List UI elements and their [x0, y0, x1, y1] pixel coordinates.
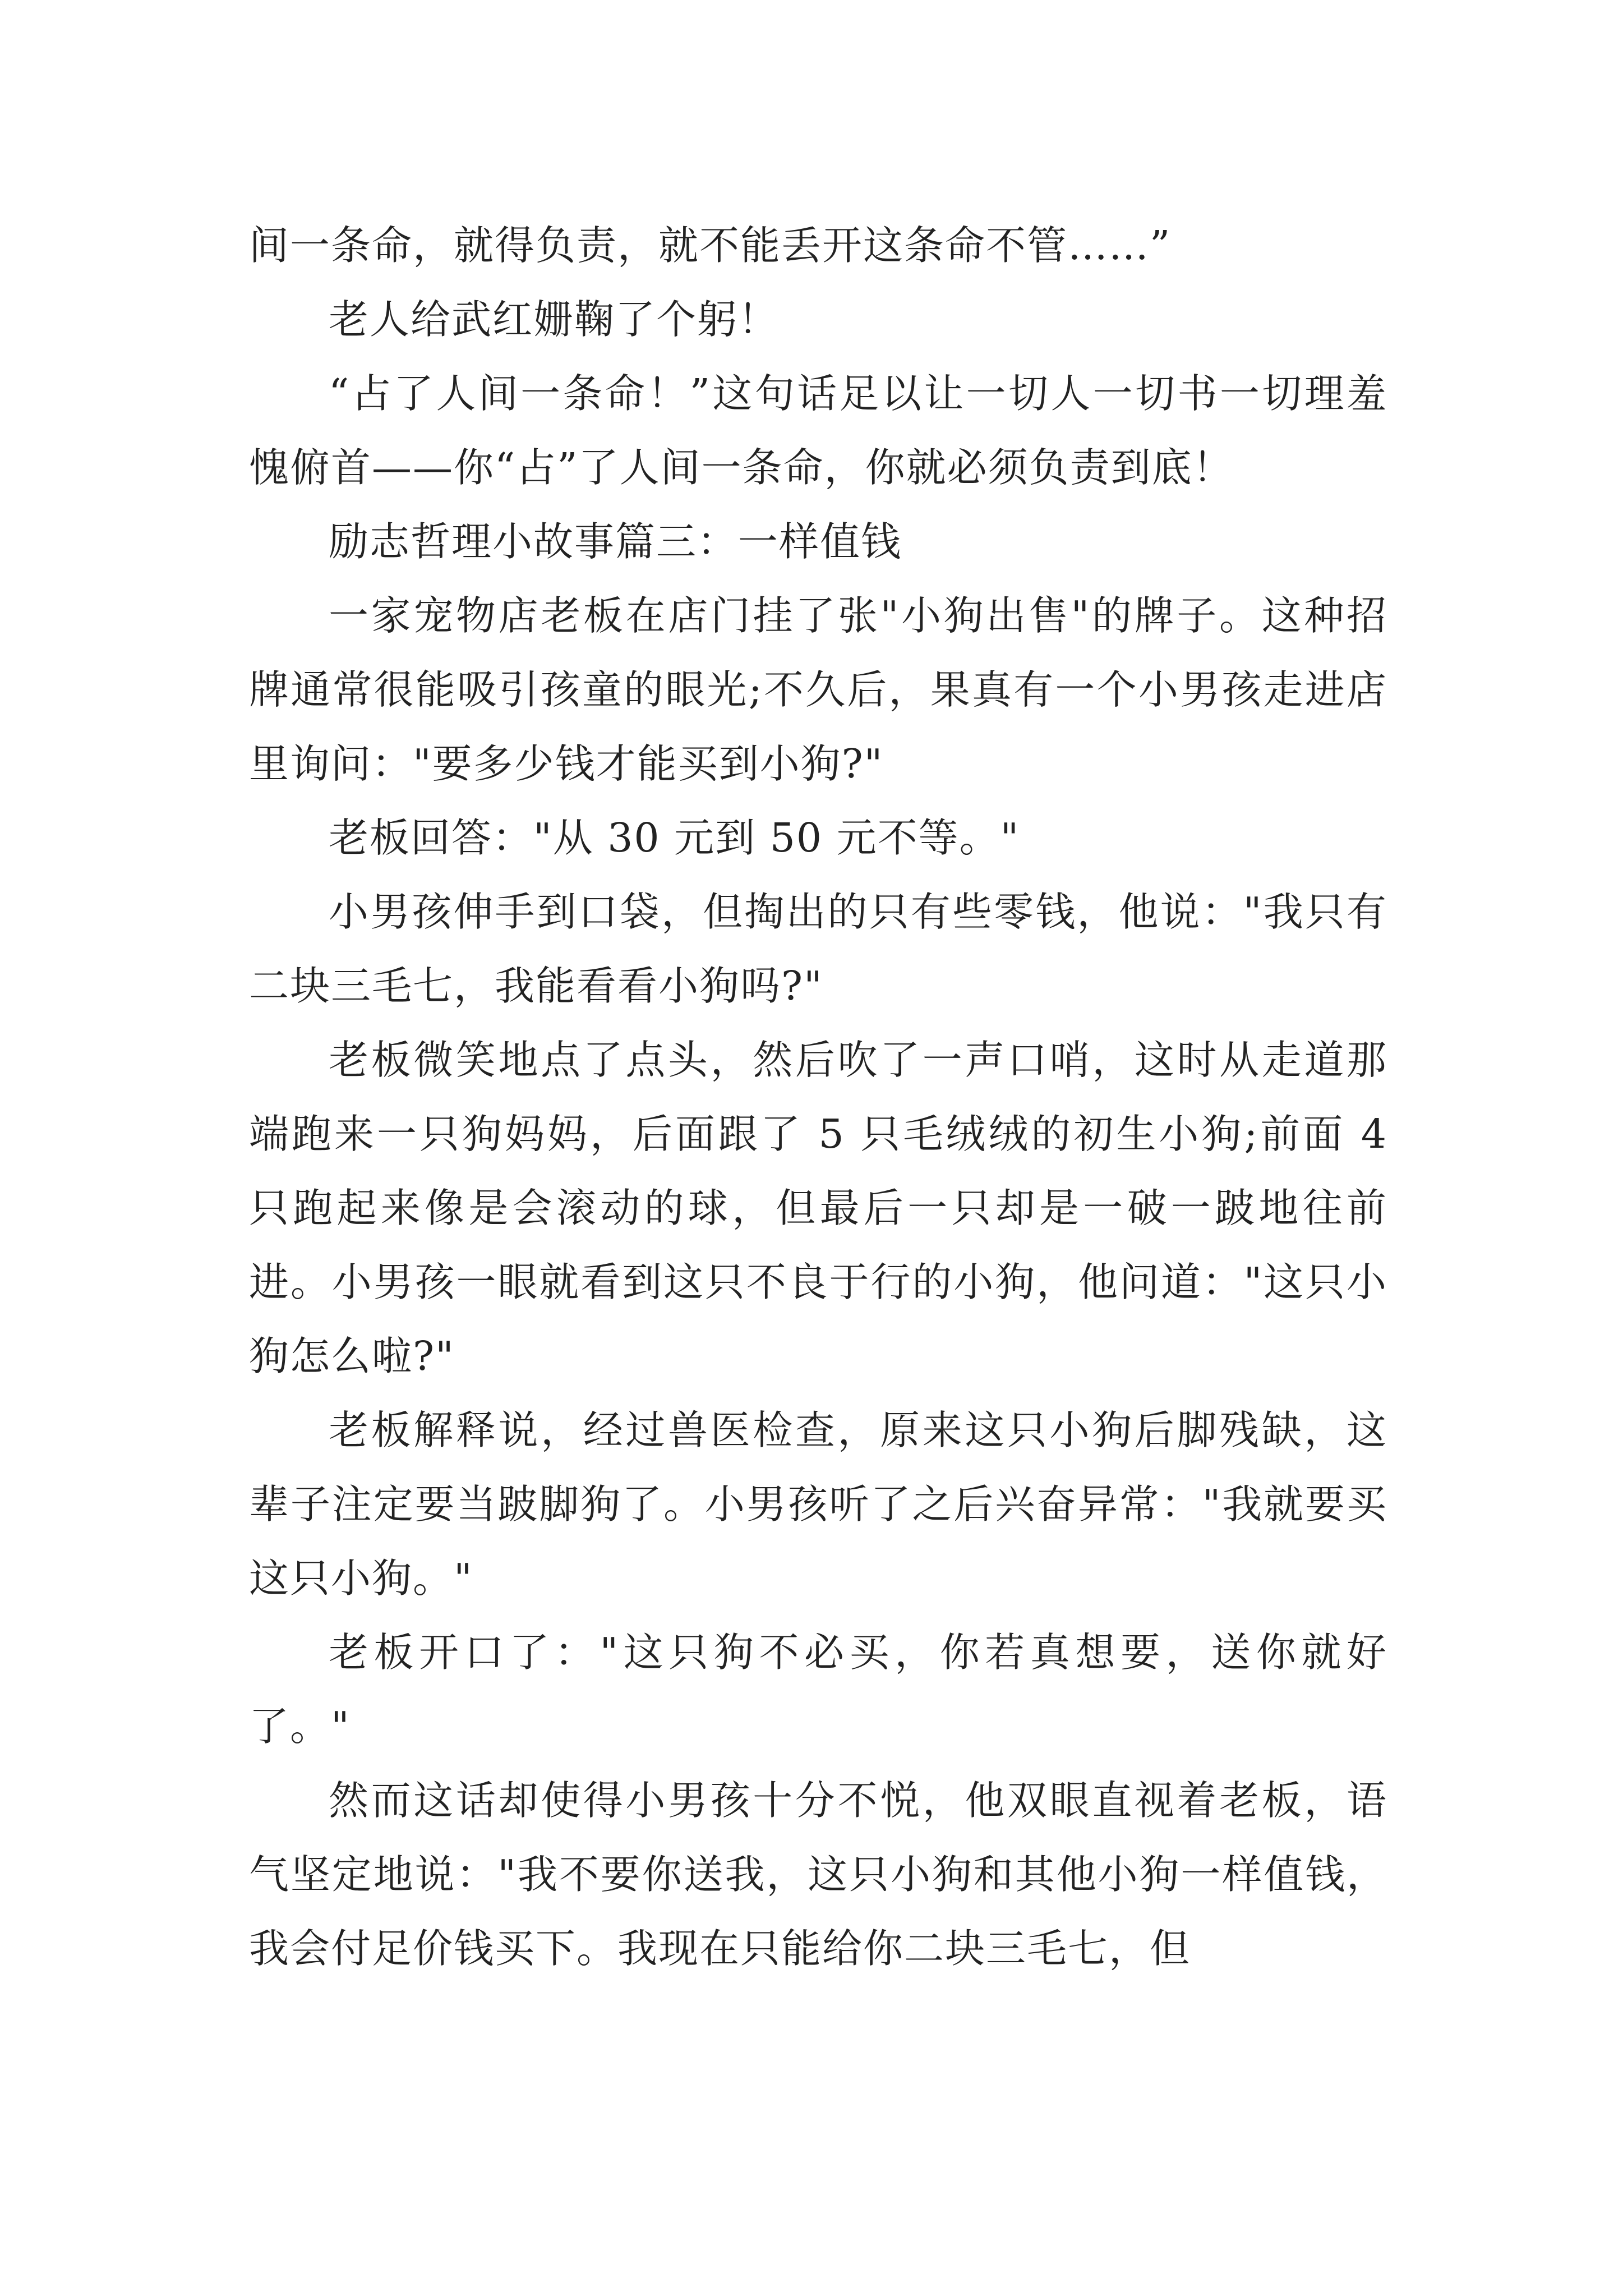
paragraph-1: 间一条命，就得负责，就不能丢开这条命不管……” [249, 222, 1172, 269]
paragraph-2: 老人给武红姗鞠了个躬！ [329, 296, 780, 343]
paragraph-11: 然而这话却使得小男孩十分不悦，他双眼直视着老板，语气坚定地说："我不要你送我，这只小狗和其他小狗一样值钱，我会付足价钱买下。我现在只能给你二块三毛七，但 [249, 1777, 1387, 1972]
paragraph-6: 老板回答："从 30 元到 50 元不等。" [329, 815, 1020, 861]
paragraph-9: 老板解释说，经过兽医检查，原来这只小狗后脚残缺，这辈子注定要当跛脚狗了。小男孩听了之后兴奋异常："我就要买这只小狗。" [249, 1407, 1387, 1602]
paragraph-7: 小男孩伸手到口袋，但掏出的只有些零钱，他说："我只有二块三毛七，我能看看小狗吗?" [249, 889, 1387, 1009]
paragraph-5: 一家宠物店老板在店门挂了张"小狗出售"的牌子。这种招牌通常很能吸引孩童的眼光;不久后，果真有一个小男孩走进店里询问："要多少钱才能买到小狗?" [249, 592, 1387, 787]
section-heading: 励志哲理小故事篇三：一样值钱 [329, 518, 902, 565]
paragraph-3: “占了人间一条命！”这句话足以让一切人一切书一切理羞愧俯首——你“占”了人间一条命，你就必须负责到底！ [249, 370, 1387, 491]
paragraph-8: 老板微笑地点了点头，然后吹了一声口哨，这时从走道那端跑来一只狗妈妈，后面跟了 5 只毛绒绒的初生小狗;前面 4 只跑起来像是会滚动的球，但最后一只却是一破一跛地往前进。小男孩一眼就看到这只不良于行的小狗，他问道："这只小狗怎么啦?" [249, 1037, 1387, 1379]
document-body [249, 209, 1387, 1986]
paragraph-10: 老板开口了："这只狗不必买，你若真想要，送你就好了。" [249, 1629, 1387, 1750]
